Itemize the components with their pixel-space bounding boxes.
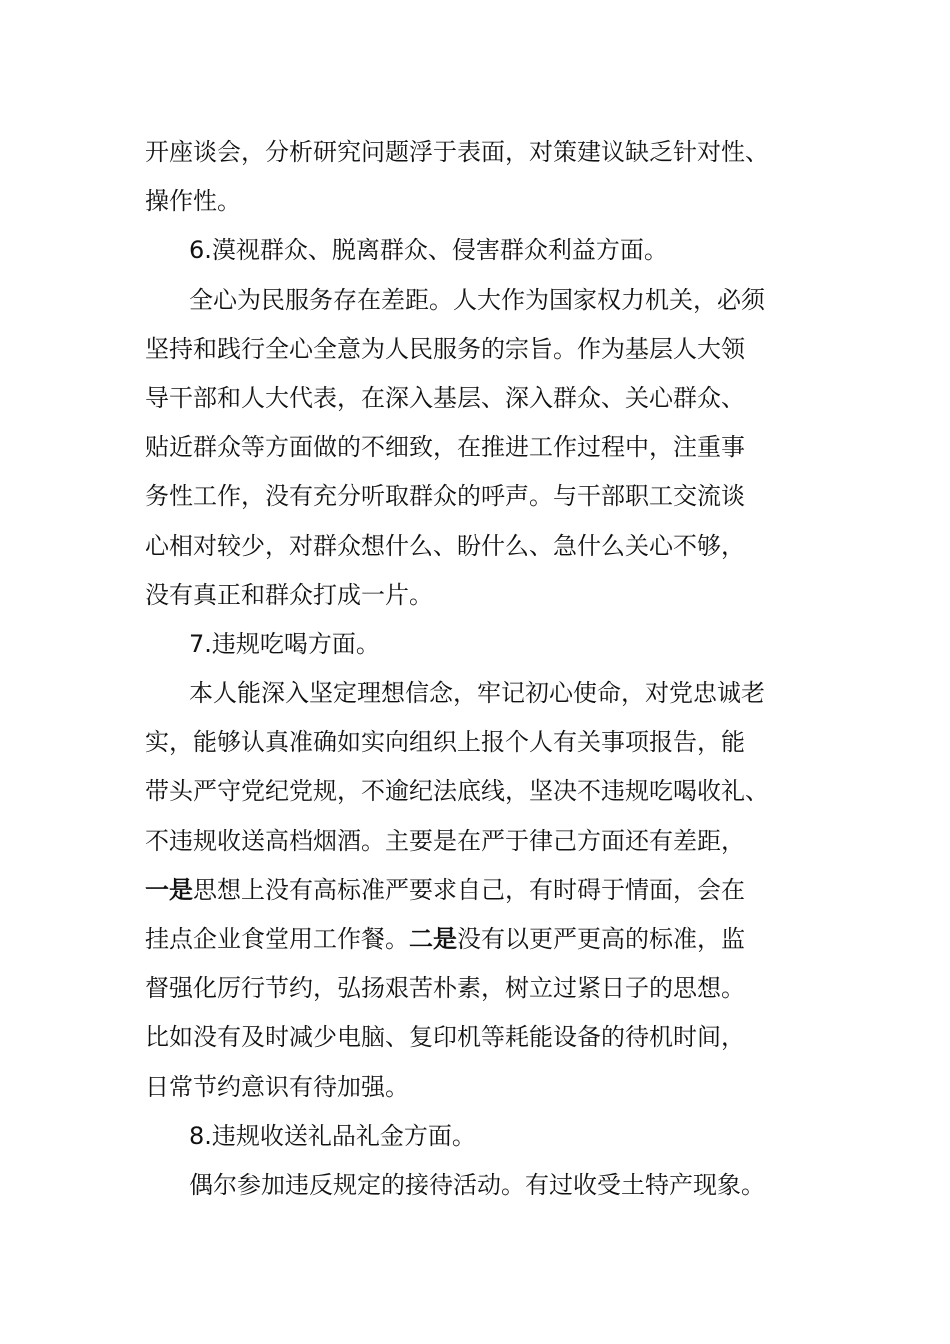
body-line: 挂点企业食堂用工作餐。二是没有以更严更高的标准，监 bbox=[145, 925, 745, 953]
body-line: 贴近群众等方面做的不细致，在推进工作过程中，注重事 bbox=[145, 433, 745, 462]
section-heading-7: 7.违规吃喝方面。 bbox=[189, 629, 380, 658]
body-line: 没有真正和群众打成一片。 bbox=[145, 580, 433, 609]
body-line: 操作性。 bbox=[145, 187, 241, 216]
body-line: 带头严守党纪党规，不逾纪法底线，坚决不违规吃喝收礼、 bbox=[145, 777, 769, 806]
body-line: 开座谈会，分析研究问题浮于表面，对策建议缺乏针对性、 bbox=[145, 138, 769, 166]
body-line: 坚持和践行全心全意为人民服务的宗旨。作为基层人大领 bbox=[145, 334, 745, 363]
body-line: 督强化厉行节约，弘扬艰苦朴素，树立过紧日子的思想。 bbox=[145, 974, 745, 1003]
body-line: 心相对较少，对群众想什么、盼什么、急什么关心不够， bbox=[145, 531, 745, 560]
body-line: 偶尔参加违反规定的接待活动。有过收受土特产现象。 bbox=[189, 1170, 765, 1199]
bold-marker-second: 二是 bbox=[409, 925, 457, 953]
body-line: 比如没有及时减少电脑、复印机等耗能设备的待机时间， bbox=[145, 1023, 745, 1052]
body-line: 日常节约意识有待加强。 bbox=[145, 1072, 409, 1101]
body-line: 导干部和人大代表，在深入基层、深入群众、关心群众、 bbox=[145, 383, 745, 412]
body-line: 全心为民服务存在差距。人大作为国家权力机关，必须 bbox=[189, 285, 765, 314]
document-body bbox=[145, 128, 810, 1210]
body-line: 实，能够认真准确如实向组织上报个人有关事项报告，能 bbox=[145, 728, 745, 757]
body-line: 不违规收送高档烟酒。主要是在严于律己方面还有差距， bbox=[145, 826, 745, 855]
bold-marker-first: 一是 bbox=[145, 875, 193, 904]
body-line: 一是思想上没有高标准严要求自己，有时碍于情面，会在 bbox=[145, 875, 745, 904]
body-line: 本人能深入坚定理想信念，牢记初心使命，对党忠诚老 bbox=[189, 679, 765, 708]
body-line: 务性工作，没有充分听取群众的呼声。与干部职工交流谈 bbox=[145, 482, 745, 511]
section-heading-8: 8.违规收送礼品礼金方面。 bbox=[189, 1121, 476, 1150]
section-heading-6: 6.漠视群众、脱离群众、侵害群众利益方面。 bbox=[189, 236, 668, 265]
